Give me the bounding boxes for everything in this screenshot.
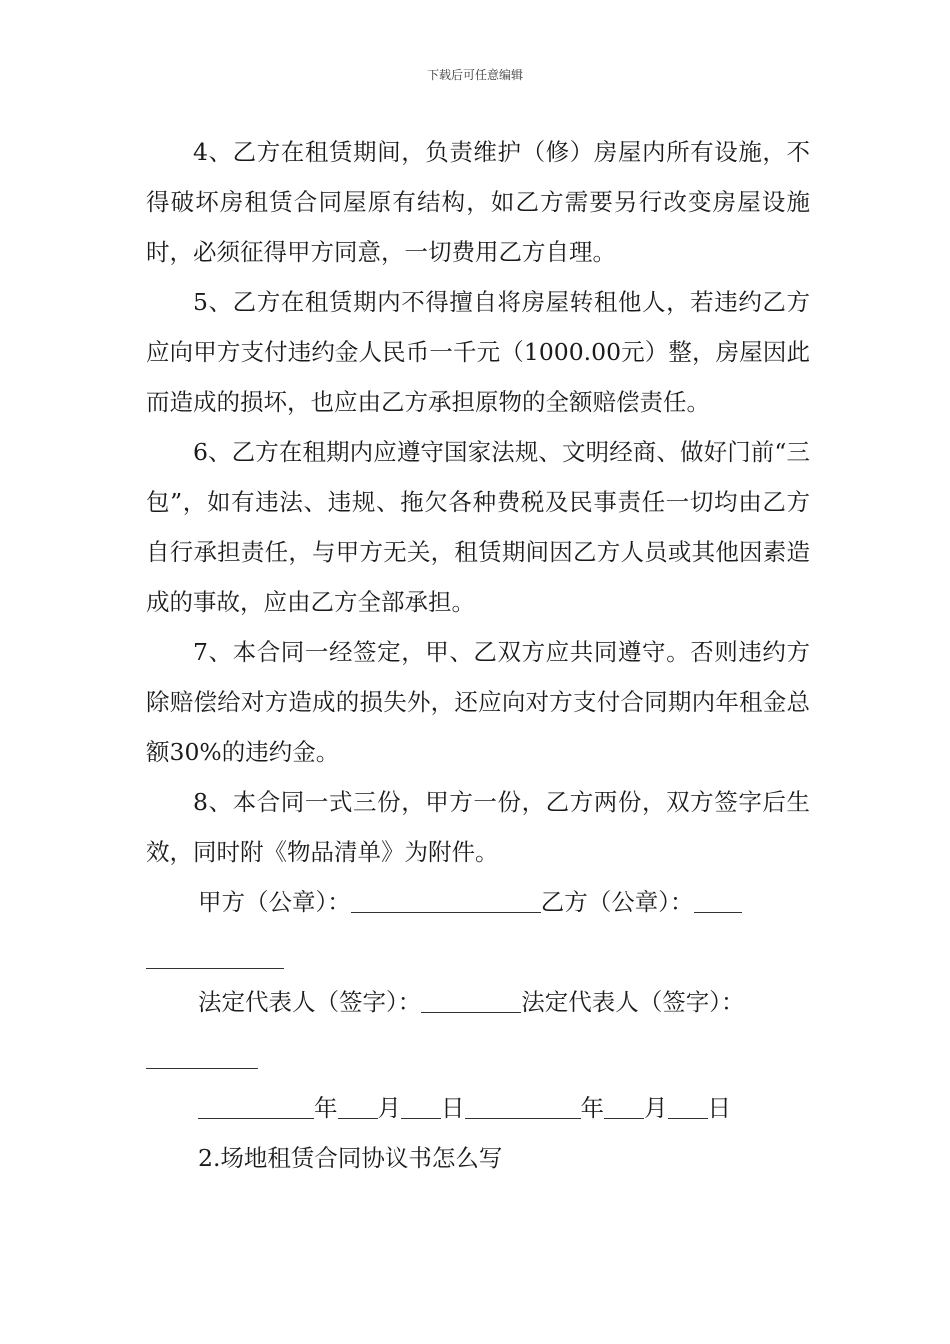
clause-7: 7、本合同一经签定，甲、乙双方应共同遵守。否则违约方除赔偿给对方造成的损失外，还应向对方支付合同期内年租金总额30%的违约金。 (146, 638, 810, 766)
clause-4: 4、乙方在租赁期间，负责维护（修）房屋内所有设施，不得破坏房租赁合同屋原有结构，如乙方需要另行改变房屋设施时，必须征得甲方同意，一切费用乙方自理。 (146, 138, 810, 266)
representative-row (146, 977, 810, 1033)
document-body (146, 127, 810, 1183)
rep-b-label: 法定代表人（签字）： (521, 988, 745, 1016)
date-b-month-blank[interactable] (604, 1095, 644, 1120)
rep-a-blank[interactable] (421, 989, 521, 1014)
date-row (146, 1083, 810, 1133)
date-a-month-blank[interactable] (338, 1095, 378, 1120)
party-seal-block (146, 877, 810, 977)
date-a-month-label: 月 (377, 1094, 401, 1122)
date-a-year-label: 年 (314, 1094, 338, 1122)
date-b-year-label: 年 (580, 1094, 604, 1122)
party-seal-row (146, 877, 810, 933)
clause-6: 6、乙方在租期内应遵守国家法规、文明经商、做好门前“三包”，如有违法、违规、拖欠各种费税及民事责任一切均由乙方自行承担责任，与甲方无关，租赁期间因乙方人员或其他因素造成的事故，应由乙方全部承担。 (146, 438, 810, 616)
date-a-day-label: 日 (441, 1094, 465, 1122)
date-b-year-blank[interactable] (465, 1095, 581, 1120)
party-b-seal-blank[interactable] (694, 889, 742, 914)
date-a-year-blank[interactable] (198, 1095, 314, 1120)
representative-wrap-row (146, 1033, 810, 1077)
clause-5: 5、乙方在租赁期内不得擅自将房屋转租他人，若违约乙方应向甲方支付违约金人民币一千元（1000.00元）整，房屋因此而造成的损坏，也应由乙方承担原物的全额赔偿责任。 (146, 288, 810, 416)
party-b-seal-label: 乙方（公章）： (540, 888, 694, 916)
party-b-seal-blank-wrap[interactable] (146, 945, 284, 970)
party-a-seal-blank[interactable] (351, 889, 541, 914)
party-a-seal-label: 甲方（公章）： (198, 888, 351, 916)
section-heading: 2.场地租赁合同协议书怎么写 (198, 1144, 503, 1172)
party-seal-wrap-row (146, 933, 810, 977)
date-a-day-blank[interactable] (401, 1095, 441, 1120)
date-b-day-blank[interactable] (668, 1095, 708, 1120)
date-b-day-label: 日 (707, 1094, 731, 1122)
representative-block (146, 977, 810, 1077)
clause-8: 8、本合同一式三份，甲方一份，乙方两份，双方签字后生效，同时附《物品清单》为附件。 (146, 788, 810, 866)
rep-a-label: 法定代表人（签字）： (198, 988, 422, 1016)
rep-b-blank[interactable] (146, 1045, 258, 1070)
date-b-month-label: 月 (644, 1094, 668, 1122)
page-header: 下载后可任意编辑 (426, 68, 523, 82)
